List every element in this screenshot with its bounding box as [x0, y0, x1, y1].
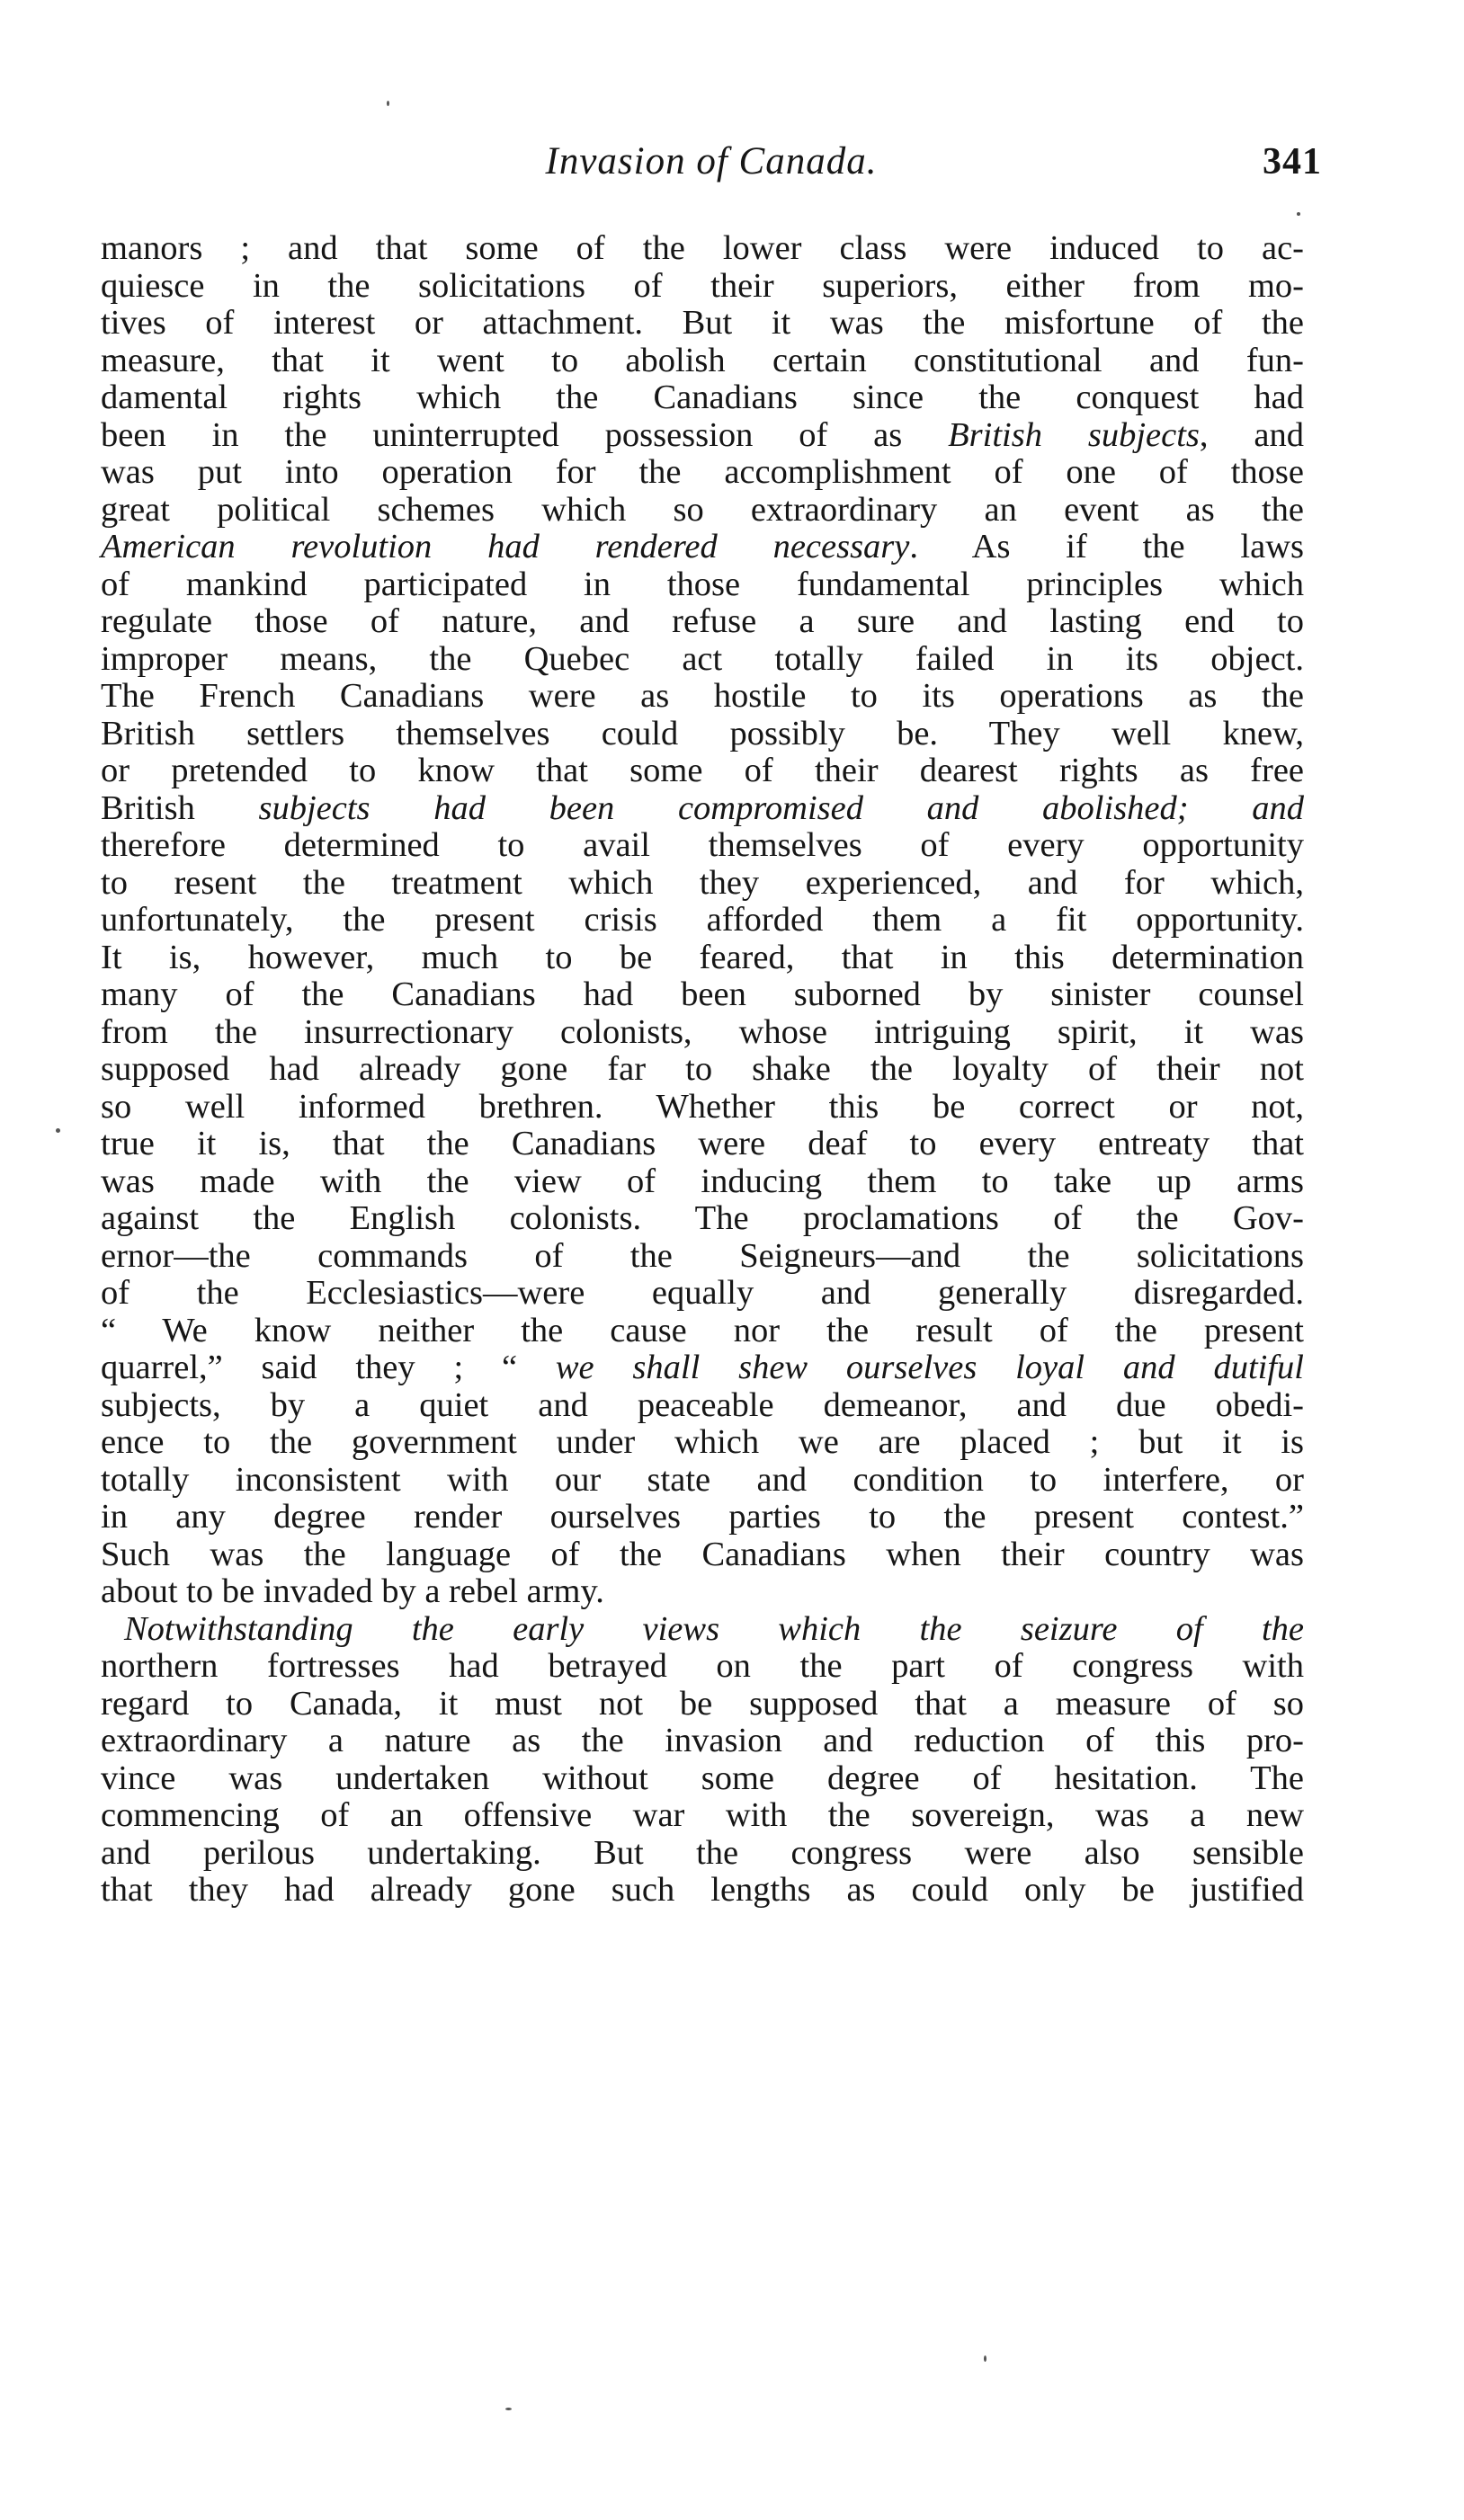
text-run: Such was the language of the Canadians when their country was: [101, 1535, 1304, 1573]
italic-run: we shall shew ourselves loyal and dutiful: [555, 1349, 1304, 1386]
text-line: [101, 1686, 1304, 1723]
text-run: extraordinary a nature as the invasion and reduction of this pro-: [101, 1722, 1304, 1759]
text-line: [101, 379, 1304, 417]
text-line: [101, 454, 1304, 492]
paragraph: [101, 230, 1304, 1611]
running-head: [101, 135, 1322, 198]
text-line: [101, 1313, 1304, 1350]
ink-speck: [1297, 212, 1300, 216]
text-line: [101, 230, 1304, 268]
text-run: in any degree render ourselves parties to the present contest.”: [101, 1498, 1304, 1536]
body-text: [101, 230, 1304, 1910]
text-line: [101, 1797, 1304, 1835]
text-run: about to be invaded by a rebel army.: [101, 1572, 604, 1610]
text-run: It is, however, much to be feared, that in this determination: [101, 938, 1304, 976]
text-run: many of the Canadians had been suborned by sinister counsel: [101, 975, 1304, 1013]
text-line: [101, 1536, 1304, 1574]
text-line: [101, 902, 1304, 939]
text-line: [101, 976, 1304, 1014]
text-run: ence to the government under which we are placed ; but it is: [101, 1423, 1304, 1461]
text-run: from the insurrectionary colonists, whose intriguing spirit, it was: [101, 1012, 1304, 1051]
text-line: [101, 492, 1304, 530]
text-line: [101, 1275, 1304, 1313]
text-line: [101, 529, 1304, 566]
page-number: 341: [1263, 141, 1322, 183]
text-run: of mankind participated in those fundamental principles which: [101, 565, 1304, 603]
text-run: supposed had already gone far to shake the loyalty of their not: [101, 1050, 1304, 1088]
text-run: damental rights which the Canadians since the conquest had: [101, 378, 1304, 416]
italic-run: Notwithstanding the early views which the seizure of the: [124, 1609, 1304, 1648]
text-line: [101, 865, 1304, 903]
text-run: British settlers themselves could possibly be. They well knew,: [101, 714, 1304, 752]
text-run: vince was undertaken without some degree of hesitation. The: [101, 1759, 1304, 1797]
text-line: [101, 603, 1304, 641]
text-run: commencing of an offensive war with the sovereign, was a new: [101, 1796, 1304, 1834]
text-run: against the English colonists. The proclamations of the Gov-: [101, 1199, 1304, 1237]
text-run: of the Ecclesiastics—were equally and generally disregarded.: [101, 1274, 1304, 1312]
text-line: [101, 1648, 1304, 1686]
ink-speck: [387, 101, 389, 106]
text-line: [101, 1014, 1304, 1052]
text-run: that they had already gone such lengths as could only be justified: [101, 1871, 1304, 1909]
running-title: Invasion of Canada.: [545, 140, 878, 183]
text-line: [101, 268, 1304, 306]
text-line: [101, 305, 1304, 343]
text-run: been in the uninterrupted possession of as: [101, 415, 949, 454]
text-run: was made with the view of inducing them to take up arms: [101, 1162, 1304, 1200]
text-run: , and: [1199, 415, 1305, 454]
italic-run: British subjects: [948, 415, 1200, 454]
text-run: quarrel,” said they ; “: [101, 1349, 556, 1386]
text-line: [101, 1051, 1304, 1089]
text-line: [101, 1163, 1304, 1201]
text-line: [101, 1462, 1304, 1500]
text-line: [101, 1126, 1304, 1163]
ink-speck: [56, 1128, 60, 1133]
text-line: [101, 827, 1304, 865]
text-run: subjects, by a quiet and peaceable demeanor, and due obedi-: [101, 1385, 1304, 1424]
italic-run: American revolution had rendered necessary: [101, 528, 910, 565]
text-run: “ We know neither the cause nor the result of the present: [101, 1311, 1304, 1349]
text-run: great political schemes which so extraordinary an event as the: [101, 490, 1304, 529]
text-line: [101, 1611, 1304, 1649]
text-run: tives of interest or attachment. But it was the misfortune of the: [101, 304, 1304, 342]
text-run: northern fortresses had betrayed on the part of congress with: [101, 1647, 1304, 1685]
text-line: [101, 1387, 1304, 1425]
text-line: [101, 1723, 1304, 1760]
text-line: [101, 939, 1304, 977]
text-run: to resent the treatment which they experienced, and for which,: [101, 863, 1304, 902]
text-run: was put into operation for the accomplishment of one of those: [101, 453, 1304, 491]
text-line: [101, 1573, 1304, 1611]
text-run: The French Canadians were as hostile to its operations as the: [101, 677, 1304, 715]
text-run: improper means, the Quebec act totally failed in its object.: [101, 639, 1304, 678]
text-line: [101, 566, 1304, 604]
text-run: . As if the laws: [909, 528, 1304, 565]
text-run: measure, that it went to abolish certain constitutional and fun-: [101, 341, 1304, 379]
text-run: and perilous undertaking. But the congress were also sensible: [101, 1833, 1304, 1872]
text-line: [101, 1200, 1304, 1238]
text-line: [101, 678, 1304, 716]
text-run: regulate those of nature, and refuse a sure and lasting end to: [101, 602, 1304, 640]
paragraph: [101, 1611, 1304, 1910]
text-line: [101, 752, 1304, 790]
text-line: [101, 343, 1304, 380]
text-run: manors ; and that some of the lower class were induced to ac-: [101, 229, 1304, 267]
text-line: [101, 1089, 1304, 1126]
text-run: regard to Canada, it must not be supposed that a measure of so: [101, 1684, 1304, 1723]
text-line: [101, 716, 1304, 753]
text-run: so well informed brethren. Whether this be correct or not,: [101, 1087, 1304, 1126]
text-run: or pretended to know that some of their dearest rights as free: [101, 752, 1304, 789]
text-line: [101, 1349, 1304, 1387]
text-line: [101, 1238, 1304, 1276]
text-run: unfortunately, the present crisis afforded them a fit opportunity.: [101, 901, 1304, 939]
text-line: [101, 1835, 1304, 1873]
text-run: ernor—the commands of the Seigneurs—and the solicitations: [101, 1236, 1304, 1275]
text-line: [101, 790, 1304, 828]
text-run: totally inconsistent with our state and condition to interfere, or: [101, 1460, 1304, 1499]
text-line: [101, 641, 1304, 679]
text-run: therefore determined to avail themselves of every opportunity: [101, 826, 1304, 864]
text-run: quiesce in the solicitations of their superiors, either from mo-: [101, 266, 1304, 305]
text-line: [101, 417, 1304, 455]
text-line: [101, 1499, 1304, 1536]
text-line: [101, 1760, 1304, 1798]
italic-run: subjects had been compromised and abolished; and: [258, 788, 1305, 827]
text-run: true it is, that the Canadians were deaf to every entreaty that: [101, 1125, 1304, 1162]
text-line: [101, 1872, 1304, 1910]
text-run: British: [101, 788, 259, 827]
ink-speck: [984, 2355, 986, 2362]
text-line: [101, 1424, 1304, 1462]
ink-speck: [505, 2408, 512, 2410]
